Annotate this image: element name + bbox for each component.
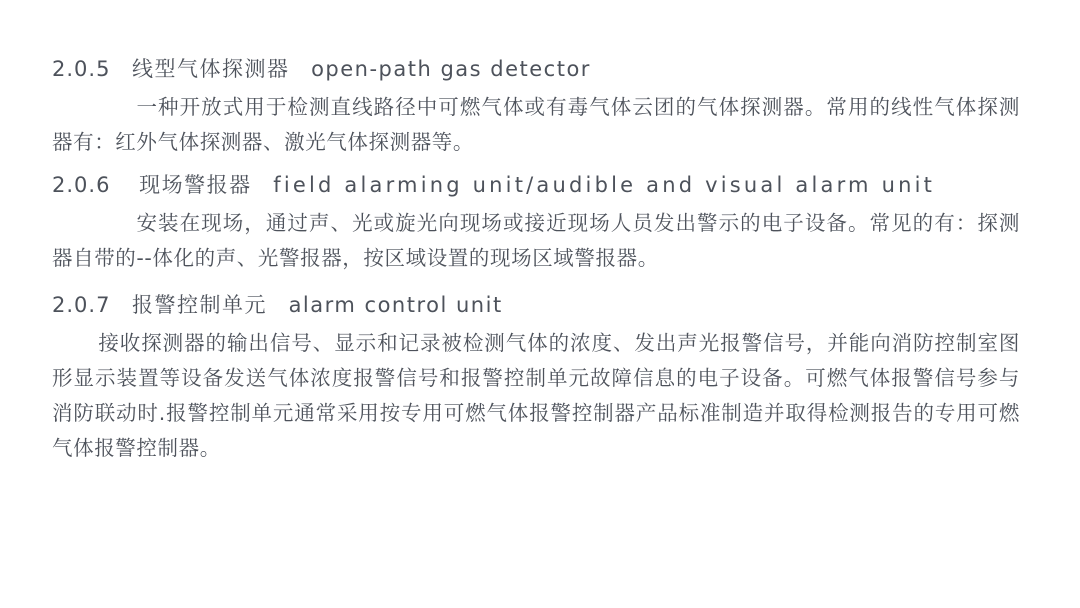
- paragraph-text: 接收探测器的输出信号、显示和记录被检测气体的浓度、发出声光报警信号，并能向消防控制室图形显示装置等设备发送气体浓度报警信号和报警控制单元故障信息的电子设备。可燃气体报警信号参与消防联动时.报警控制单元通常采用按专用可燃气体报警控制器产品标准制造并取得检测报告的专用可燃气体报警控制器。: [52, 331, 1020, 460]
- term-name-en: open-path gas detector: [311, 57, 591, 81]
- term-definition-paragraph: [52, 326, 1020, 466]
- term-name-en: alarm control unit: [288, 293, 503, 317]
- term-heading: [52, 52, 1020, 86]
- paragraph-text: 安装在现场，通过声、光或旋光向现场或接近现场人员发出警示的电子设备。常见的有：探测器自带的--体化的声、光警报器，按区域设置的现场区域警报器。: [52, 211, 1020, 270]
- term-number: 2.0.6: [52, 173, 111, 197]
- term-name-cn: 报警控制单元: [132, 293, 267, 317]
- term-entry-2-0-7: [52, 288, 1020, 466]
- term-heading: [52, 288, 1020, 322]
- term-name-cn: 线型气体探测器: [132, 57, 290, 81]
- term-number: 2.0.5: [52, 57, 111, 81]
- term-definition-paragraph: [52, 90, 1020, 160]
- term-heading: [52, 168, 1020, 202]
- section-spacer: [52, 278, 1020, 288]
- term-name-en: field alarming unit/audible and visual alarm unit: [273, 173, 936, 197]
- term-definition-paragraph: [52, 206, 1020, 276]
- term-name-cn: 现场警报器: [139, 173, 252, 197]
- term-entry-2-0-6: [52, 168, 1020, 276]
- paragraph-text: 一种开放式用于检测直线路径中可燃气体或有毒气体云团的气体探测器。常用的线性气体探测器有：红外气体探测器、激光气体探测器等。: [52, 95, 1020, 154]
- term-entry-2-0-5: [52, 52, 1020, 160]
- term-number: 2.0.7: [52, 293, 111, 317]
